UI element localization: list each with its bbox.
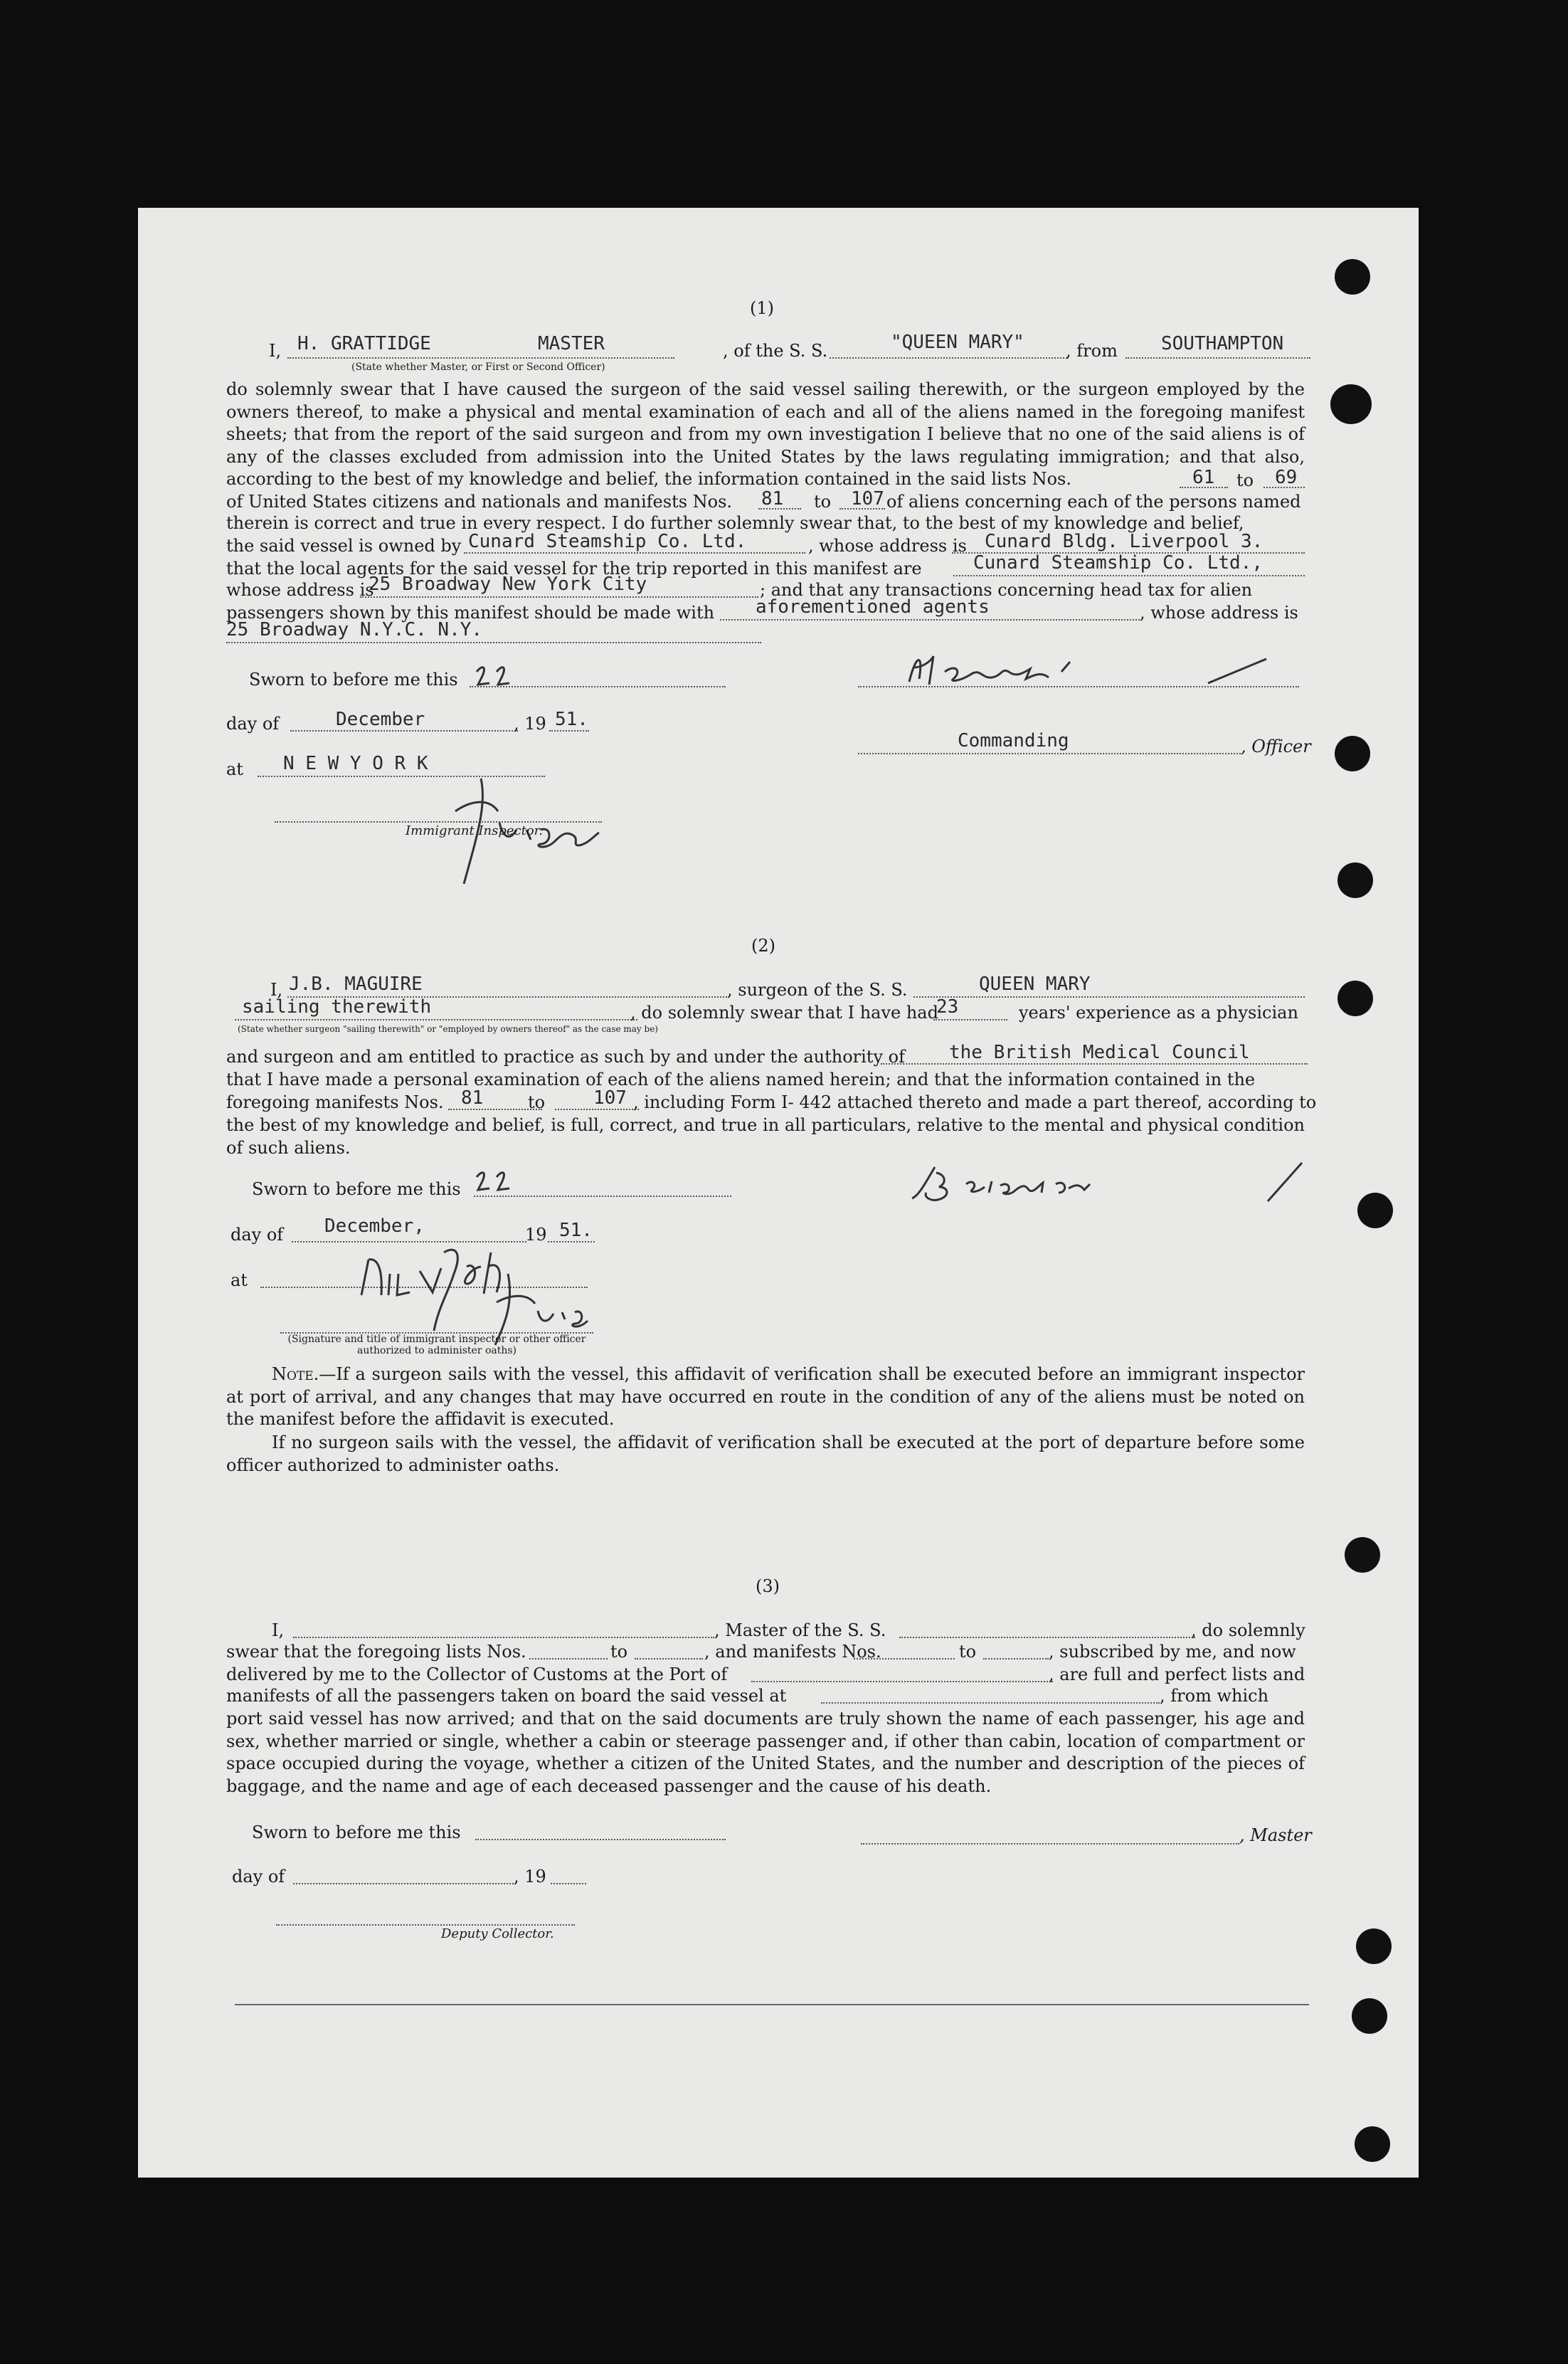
tax-agent: aforementioned agents: [756, 596, 990, 618]
manifests-from: 81: [461, 1087, 484, 1109]
to-label: to: [959, 1642, 977, 1662]
officer-rank: Commanding: [958, 730, 1069, 751]
agents-name: Cunard Steamship Co. Ltd.,: [973, 552, 1263, 574]
from-label: , from: [1066, 341, 1118, 361]
master-name: H. GRATTIDGE: [297, 333, 431, 354]
at-label: at: [226, 759, 243, 779]
section-1-number: (1): [750, 298, 774, 318]
punch-hole: [1335, 736, 1370, 771]
correct-text: therein is correct and true in every respect. I do further solemnly swear that, to the best of my knowledge and belief,: [226, 513, 1244, 533]
master-signature-line: [861, 1843, 1239, 1845]
punch-hole: [1335, 259, 1370, 295]
surgeon-note: [226, 1363, 1305, 1431]
day-of-label: day of: [231, 1225, 284, 1245]
documents-paragraph: port said vessel has now arrived; and that on the said documents are truly shown the name of each passenger, his age and sex, whether married or single, whether a cabin or steerage passenger and, if other than cabin, location of compartment or space occupied during the voyage, whether a citizen of the United States, and the number and description of the pieces of baggage, and the name and age of each deceased passenger and the cause of his death.: [226, 1709, 1305, 1796]
master-name-line: [287, 357, 674, 359]
punch-hole: [1355, 2126, 1390, 2162]
agents-line: [953, 575, 1305, 576]
year-line: [549, 730, 589, 732]
do-solemnly: , do solemnly: [1191, 1620, 1305, 1640]
vessel-name: QUEEN MARY: [979, 973, 1091, 995]
port-line: [751, 1681, 1053, 1682]
vessel-name: "QUEEN MARY": [891, 332, 1024, 353]
embark-port-line: [821, 1702, 1160, 1704]
tax-address-line: [226, 642, 761, 643]
lists-to: 69: [1275, 467, 1298, 488]
us-citizens-text: of United States citizens and nationals and manifests Nos.: [226, 492, 733, 512]
sailing-line: [235, 1019, 637, 1020]
vessel-line: [899, 1637, 1195, 1638]
and-manifests: , and manifests Nos.: [704, 1642, 881, 1662]
sworn-month: December: [336, 709, 425, 730]
section-3-number: (3): [756, 1576, 780, 1596]
to-label: to: [1236, 470, 1254, 490]
foregoing-text: foregoing manifests Nos.: [226, 1092, 444, 1112]
agents-address-line: [360, 596, 758, 598]
subscribed-text: , subscribed by me, and now: [1049, 1642, 1296, 1662]
authority-text: and surgeon and am entitled to practice as such by and under the authority of: [226, 1047, 905, 1067]
surgeon-name: J.B. MAGUIRE: [289, 973, 423, 995]
no-surgeon-note: If no surgeon sails with the vessel, the affidavit of verification shall be executed at the port of departure before some officer authorized to administer oaths.: [226, 1432, 1305, 1475]
surgeon-of-label: , surgeon of the S. S.: [727, 980, 908, 1000]
collector-line: [276, 1924, 575, 1926]
from-which: , from which: [1160, 1686, 1269, 1706]
note-text: —If a surgeon sails with the vessel, this affidavit of verification shall be executed before an immigrant inspector at port of arrival, and any changes that may have occurred en route in the condition of any of the aliens must be noted on the manifest before the affidavit is executed.: [226, 1364, 1305, 1429]
sworn-text: Sworn to before me this: [252, 1822, 461, 1842]
sworn-text: Sworn to before me this: [252, 1179, 461, 1199]
punch-hole: [1357, 1193, 1393, 1228]
manifests-to: 107: [851, 488, 884, 510]
whose-address-text: , whose address is: [1140, 603, 1298, 623]
including-text: , including Form I- 442 attached thereto and made a part thereof, according to: [633, 1092, 1317, 1112]
master-name-line: [293, 1637, 714, 1638]
footer-rule: [235, 2004, 1309, 2005]
master-label: , Master: [1239, 1825, 1312, 1845]
delivered-text: delivered by me to the Collector of Customs at the Port of: [226, 1664, 728, 1684]
sworn-month: December,: [324, 1215, 425, 1237]
surgeon-signature: [898, 1153, 1310, 1217]
manifests-to: 107: [593, 1087, 627, 1109]
lists-to-line: [635, 1658, 703, 1659]
examination-text: that I have made a personal examination of each of the aliens named herein; and that the information contained in the: [226, 1070, 1256, 1089]
sworn-day-handwritten: [472, 1161, 522, 1196]
of-ss-label: , of the S. S.: [723, 341, 828, 361]
aliens-text: of aliens concerning each of the persons named: [886, 492, 1301, 512]
punch-hole: [1345, 1537, 1380, 1573]
swear-text: , do solemnly swear that I have had: [630, 1003, 938, 1023]
day-of-label: day of: [232, 1867, 285, 1887]
i-label: I,: [270, 980, 283, 1000]
best-knowledge-text: the best of my knowledge and belief, is full, correct, and true in all particulars, relative to the mental and physical condition of such aliens.: [226, 1115, 1305, 1158]
authority-line: [881, 1063, 1308, 1065]
punch-hole: [1337, 862, 1373, 898]
to-label: to: [528, 1092, 546, 1112]
whose-address-text: whose address is: [226, 580, 374, 600]
punch-hole: [1330, 384, 1372, 424]
local-agents-text: that the local agents for the said vessel for the trip reported in this manifest are: [226, 559, 922, 579]
owner-address: Cunard Bldg. Liverpool 3.: [985, 531, 1264, 552]
head-tax-text: ; and that any transactions concerning head tax for alien: [760, 580, 1253, 600]
medical-authority: the British Medical Council: [949, 1042, 1250, 1063]
sworn-year: 51.: [555, 709, 588, 730]
i-label: I,: [269, 341, 282, 361]
oath-paragraph: do solemnly swear that I have caused the surgeon of the said vessel sailing therewith, or the surgeon employed by the owners thereof, to make a physical and mental examination of each and all of the aliens named in the foregoing manifest sheets; that from the report of the said surgeon and from my own investigation I believe that no one of the said aliens is of any of the classes excluded from admission into the United States by the laws regulating immigration; and that also, according to the best of my knowledge and belief, the information contained in the said lists Nos.: [226, 379, 1305, 489]
officer-state-note: (State whether Master, or First or Second Officer): [351, 362, 605, 373]
manifests-from: 81: [761, 488, 784, 510]
year-prefix: 19: [525, 1225, 547, 1245]
inspector-label: Immigrant Inspector.: [406, 823, 544, 838]
officer-label: , Officer: [1241, 737, 1311, 756]
section-2-number: (2): [751, 936, 775, 956]
passengers-text: passengers shown by this manifest should be made with: [226, 603, 715, 623]
owner-name: Cunard Steamship Co. Ltd.: [468, 531, 747, 552]
month-line: [290, 730, 518, 732]
master-signature: [902, 646, 1286, 696]
years-experience: 23: [936, 996, 959, 1018]
vessel-line: [913, 996, 1305, 998]
punch-hole: [1356, 1928, 1392, 1964]
sworn-text: Sworn to before me this: [249, 670, 458, 690]
tax-agent-line: [720, 619, 1140, 621]
port-line: [1125, 357, 1310, 359]
lists-from-line: [529, 1658, 608, 1659]
to-label: to: [610, 1642, 628, 1662]
vessel-line: [830, 357, 1067, 359]
surgeon-status: sailing therewith: [242, 996, 432, 1018]
departure-port: SOUTHAMPTON: [1161, 333, 1284, 354]
sworn-day-line: [475, 1839, 726, 1840]
at-label: at: [231, 1270, 248, 1290]
month-line: [293, 1883, 514, 1884]
signature-note: (Signature and title of immigrant inspector or other officer authorized to administer oaths): [287, 1334, 586, 1356]
year-line: [551, 1883, 586, 1884]
sworn-day-handwritten: [472, 656, 522, 690]
surgeon-state-note: (State whether surgeon "sailing therewith" or "employed by owners thereof" as the case may be): [238, 1024, 658, 1034]
note-label: Note.: [272, 1364, 319, 1384]
full-perfect-text: , are full and perfect lists and: [1049, 1664, 1305, 1684]
sworn-day-line: [474, 1196, 731, 1197]
master-of-label: , Master of the S. S.: [714, 1620, 886, 1640]
year-prefix: , 19: [514, 714, 546, 734]
rank-line: [858, 753, 1241, 754]
manifests-from-line: [854, 1658, 955, 1659]
deputy-collector-label: Deputy Collector.: [441, 1926, 554, 1941]
manifests-to-line: [555, 1109, 639, 1110]
swear-lists-text: swear that the foregoing lists Nos.: [226, 1642, 526, 1662]
punch-hole: [1352, 1998, 1387, 2034]
sworn-year: 51.: [559, 1220, 593, 1241]
agents-address: 25 Broadway New York City: [369, 574, 647, 595]
year-prefix: , 19: [514, 1867, 546, 1887]
master-title: MASTER: [538, 333, 605, 354]
owned-by-text: the said vessel is owned by: [226, 536, 462, 556]
sworn-place: N E W Y O R K: [283, 753, 428, 774]
manifests-all-text: manifests of all the passengers taken on board the said vessel at: [226, 1686, 787, 1706]
years-text: years' experience as a physician: [1019, 1003, 1298, 1023]
whose-address-text: , whose address is: [808, 536, 967, 556]
owner-line: [464, 552, 805, 554]
punch-hole: [1337, 981, 1373, 1016]
day-of-label: day of: [226, 714, 280, 734]
years-line: [933, 1019, 1007, 1020]
to-label: to: [814, 492, 832, 512]
tax-address: 25 Broadway N.Y.C. N.Y.: [226, 619, 483, 640]
manifests-to-line: [983, 1658, 1049, 1659]
lists-from: 61: [1192, 467, 1215, 488]
i-label: I,: [272, 1620, 285, 1640]
